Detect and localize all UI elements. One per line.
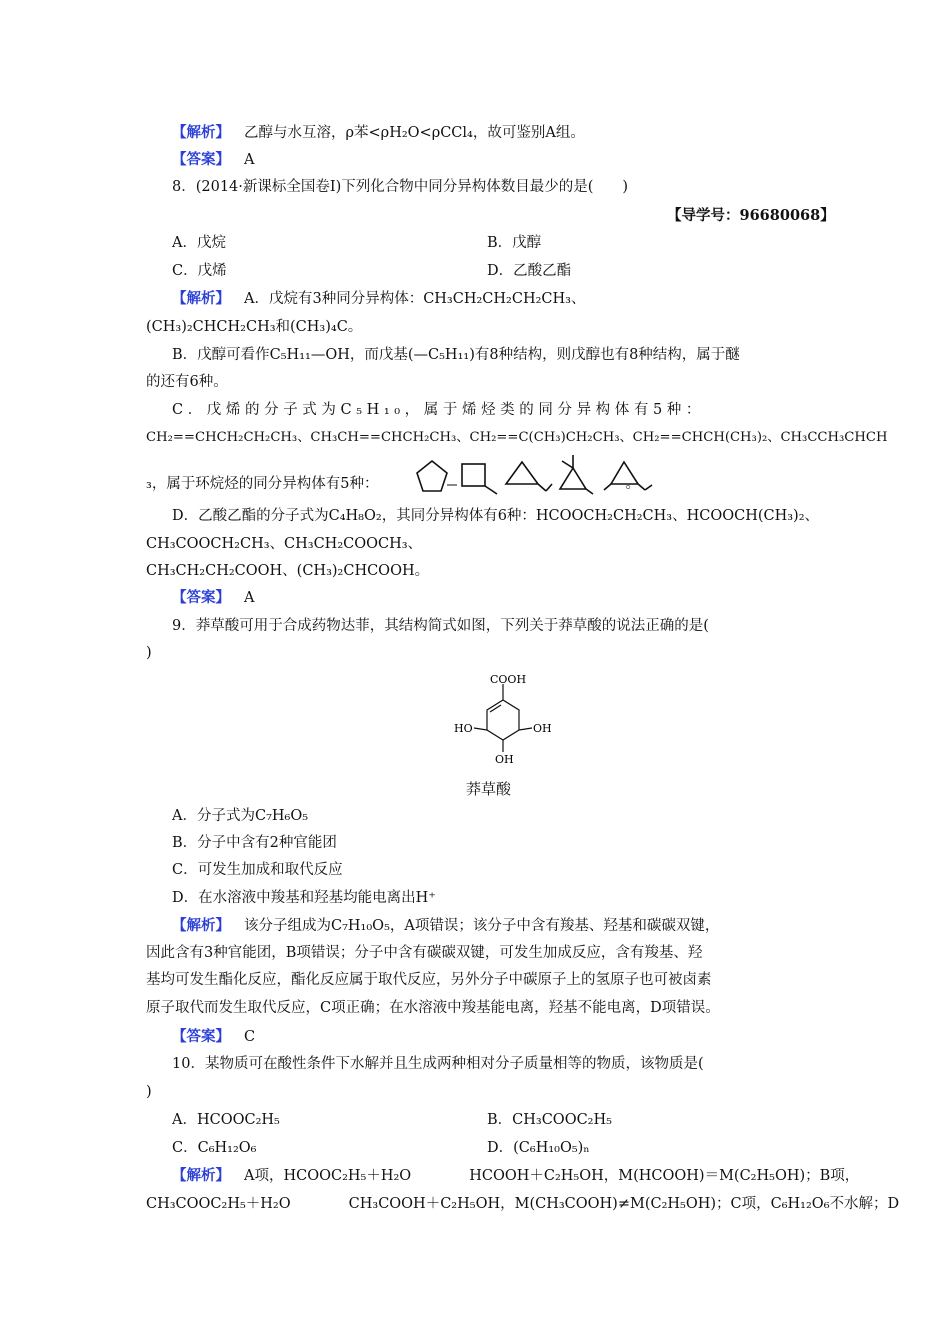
q9-analysis-1: [172, 916, 719, 936]
shikimic-acid-structure: [420, 668, 560, 778]
q8-analysis-a-text: A．戊烷有3种同分异构体：CH₃CH₂CH₂CH₂CH₃、: [244, 291, 586, 307]
q8-answer: [172, 588, 254, 608]
q10-option-d: D．(C₆H₁₀O₅)ₙ: [487, 1140, 590, 1156]
q10-stem-end: ): [146, 1084, 152, 1100]
q8-analysis-c1: C．戊烯的分子式为C₅H₁₀，属于烯烃类的同分异构体有5种：: [172, 402, 705, 418]
q8-option-d: D．乙酸乙酯: [487, 263, 572, 279]
q9-option-d: D．在水溶液中羧基和羟基均能电离出H⁺: [172, 890, 436, 906]
dimethylcyclopropane-2-icon: [604, 462, 652, 490]
dimethylcyclopropane-icon: [560, 455, 593, 494]
q8-analysis-d3: CH₃CH₂CH₂COOH、(CH₃)₂CHCOOH。: [146, 563, 430, 579]
q8-option-b: B．戊醇: [487, 235, 542, 251]
structure-label-left: HO: [454, 722, 473, 735]
q9-analysis-3: 基均可发生酯化反应，酯化反应属于取代反应，另外分子中碳原子上的氢原子也可被卤素: [146, 972, 712, 988]
q8-option-c: C．戊烯: [172, 263, 227, 279]
q8-analysis-c2: CH₂==CHCH₂CH₂CH₃、CH₃CH==CHCH₂CH₃、CH₂==C(CH₃)CH₂CH₃、CH₂==CHCH(CH₃)₂、CH₃CCH₃CHCH: [146, 430, 888, 445]
q9-stem: 9．莽草酸可用于合成药物达菲，其结构简式如图，下列关于莽草酸的说法正确的是(: [172, 618, 709, 634]
structure-caption: 莽草酸: [466, 780, 512, 798]
q10-option-a: A．HCOOC₂H₅: [172, 1112, 280, 1128]
q8-analysis-b1: B．戊醇可看作C₅H₁₁—OH，而戊基(—C₅H₁₁)有8种结构，则戊醇也有8种结构，属于醚: [172, 347, 740, 363]
q9-option-a: A．分子式为C₇H₆O₅: [172, 808, 309, 824]
q8-analysis-b2: 的还有6种。: [146, 374, 228, 390]
q10-analysis-1b: HCOOH＋C₂H₅OH，M(HCOOH)＝M(C₂H₅OH)；B项，: [469, 1168, 860, 1184]
ethylcyclopropane-icon: [506, 462, 552, 491]
q10-option-b: B．CH₃COOC₂H₅: [487, 1112, 612, 1128]
analysis-tag: 【解析】: [172, 1167, 230, 1184]
methylcyclobutane-icon: [462, 464, 497, 494]
q8-analysis-a2: (CH₃)₂CHCH₂CH₃和(CH₃)₄C。: [146, 319, 363, 335]
q9-answer-value: C: [244, 1029, 256, 1045]
q8-analysis-d2: CH₃COOCH₂CH₃、CH₃CH₂COOCH₃、: [146, 536, 423, 552]
answer-tag: 【答案】: [172, 151, 230, 168]
q9-analysis-2: 因此含有3种官能团，B项错误；分子中含有碳碳双键，可发生加成反应，含有羧基、羟: [146, 945, 703, 961]
structure-label-top: COOH: [490, 673, 527, 686]
q9-answer: [172, 1027, 255, 1047]
q10-analysis-2a: CH₃COOC₂H₅＋H₂O: [146, 1196, 291, 1212]
q8-c3-pre: ₃，属于环烷烃的同分异构体有5种：: [146, 476, 379, 492]
q8-stem: 8．(2014·新课标全国卷Ⅰ)下列化合物中同分异构体数目最少的是( ): [172, 179, 629, 195]
q10-analysis-1: [172, 1166, 859, 1186]
q8-analysis-d1: D．乙酸乙酯的分子式为C₄H₈O₂，其同分异构体有6种：HCOOCH₂CH₂CH₃、HCOOCH(CH₃)₂、: [172, 508, 820, 524]
q9-stem-end: ): [146, 645, 152, 661]
structure-label-right: OH: [533, 722, 552, 735]
q10-analysis-2: [146, 1194, 899, 1214]
answer-tag: 【答案】: [172, 1028, 230, 1045]
q8-answer-value: A: [244, 590, 255, 606]
answer-tag: 【答案】: [172, 589, 230, 606]
q8-option-a: A．戊烷: [172, 235, 226, 251]
q8-guide-number: 【导学号：96680068】: [667, 207, 835, 224]
q10-option-c: C．C₆H₁₂O₆: [172, 1140, 257, 1156]
q9-analysis-text-1: 该分子组成为C₇H₁₀O₅，A项错误；该分子中含有羧基、羟基和碳碳双键，: [244, 918, 720, 934]
q8-c3-post: 。: [625, 476, 641, 492]
cyclopentane-icon: [417, 461, 447, 491]
structure-label-bottom: OH: [495, 753, 514, 766]
q10-analysis-1a: A项，HCOOC₂H₅＋H₂O: [244, 1168, 412, 1184]
q7-analysis-text: 乙醇与水互溶，ρ苯<ρH₂O<ρCCl₄，故可鉴别A组。: [244, 125, 585, 141]
q9-option-c: C．可发生加成和取代反应: [172, 862, 343, 878]
q9-option-b: B．分子中含有2种官能团: [172, 835, 337, 851]
analysis-tag: 【解析】: [172, 124, 230, 141]
q10-analysis-2b: CH₃COOH＋C₂H₅OH，M(CH₃COOH)≠M(C₂H₅OH)；C项，C₆H₁₂O₆不水解；D: [348, 1196, 900, 1212]
analysis-tag: 【解析】: [172, 917, 230, 934]
q9-analysis-4: 原子取代而发生取代反应，C项正确；在水溶液中羧基能电离，羟基不能电离，D项错误。: [146, 1000, 720, 1016]
analysis-tag: 【解析】: [172, 290, 230, 307]
q10-stem: 10．某物质可在酸性条件下水解并且生成两种相对分子质量相等的物质，该物质是(: [172, 1056, 704, 1072]
q7-answer-value: A: [244, 152, 255, 168]
